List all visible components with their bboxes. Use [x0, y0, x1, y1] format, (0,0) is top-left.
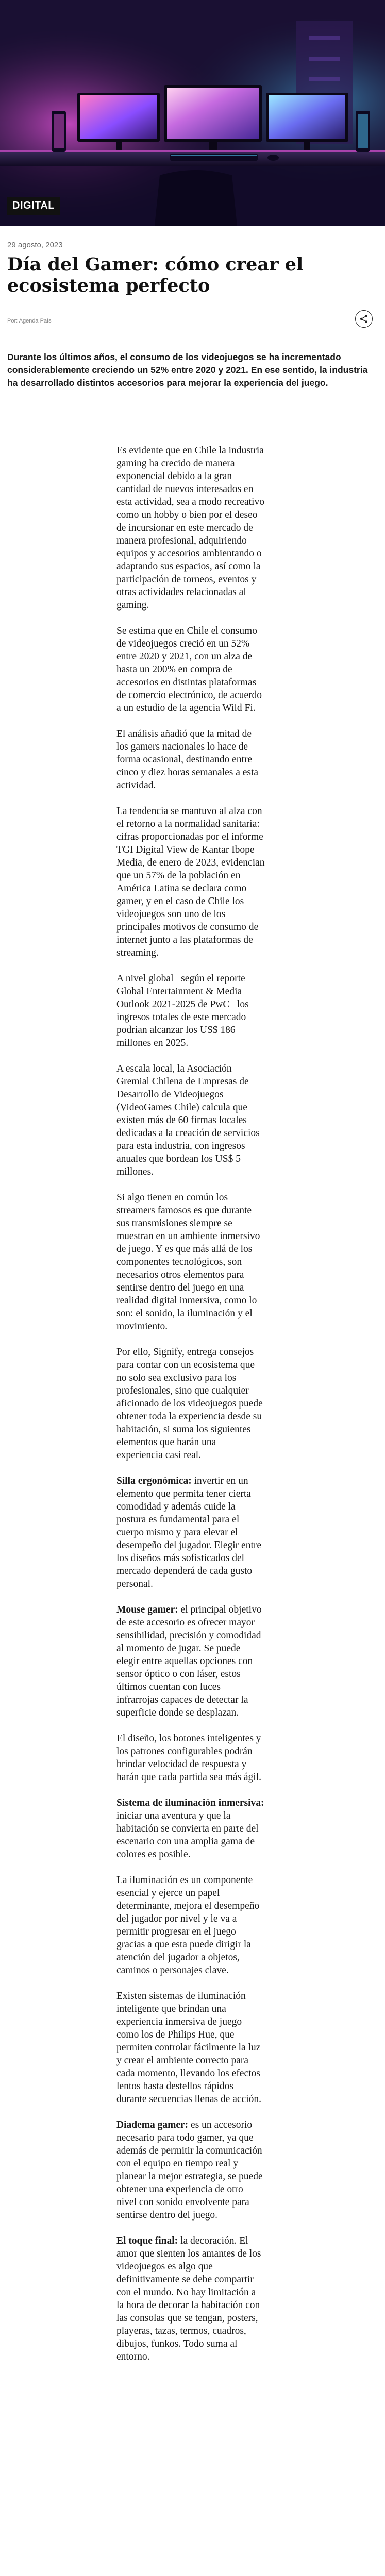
category-tag[interactable]: DIGITAL — [7, 197, 60, 215]
author-byline: Por: Agenda País — [7, 318, 52, 324]
paragraph-6: A escala local, la Asociación Gremial Chilena de Empresas de Desarrollo de Videojuegos (VideoGames Chile) calcula que existen más de 60 firmas locales dedicadas a la creación de servicios para esta industria, con ingresos anuales que bordean los US$ 5 millones. — [116, 1063, 260, 1177]
publish-date: 29 agosto, 2023 — [7, 241, 63, 249]
paragraph-gamer-mouse — [116, 1603, 265, 1719]
paragraph-2: Se estima que en Chile el consumo de videojuegos creció en un 52% entre 2020 y 2021, con un alza de hasta un 200% en compra de accesorios en distintas plataformas de comercio electrónico, de acuerdo a un estudio de la agencia Wild Fi. — [116, 625, 262, 714]
share-button[interactable] — [355, 310, 373, 328]
paragraph-lead-term: Diadema gamer: — [116, 2120, 189, 2130]
paragraph-text: iniciar una aventura y que la habitación se convierta en parte del escenario con una amplia gama de colores es posible. — [116, 1810, 259, 1860]
paragraph-lead-term: Sistema de iluminación inmersiva: — [116, 1798, 264, 1808]
article-title: Día del Gamer: cómo crear el ecosistema perfecto — [7, 254, 304, 296]
paragraph-ergonomic-chair — [116, 1475, 265, 1590]
article-lead: Durante los últimos años, el consumo de los videojuegos se ha incrementado considerablemente creciendo un 52% entre 2020 y 2021. En ese sentido, la industria ha desarrollado distintos accesorios para mejorar la experiencia del juego. — [7, 352, 368, 388]
paragraph-lighting-system — [116, 1797, 265, 1861]
paragraph-11: El diseño, los botones inteligentes y los patrones configurables podrán brindar velocidad de respuesta y harán que cada partida sea más ágil. — [116, 1733, 261, 1783]
paragraph-lead-term: Silla ergonómica: — [116, 1476, 192, 1486]
paragraph-4: La tendencia se mantuvo al alza con el retorno a la normalidad sanitaria: cifras proporcionadas por el informe TGI Digital View de Kantar Ibope Media, de enero de 2023, evidencian que un 57% de la población en América Latina se declara como gamer, y en el caso de Chile los videojuegos son uno de los principales motivos de consumo de internet junto a las plataformas de streaming. — [116, 806, 265, 958]
paragraph-7: Si algo tienen en común los streamers famosos es que durante sus transmisiones siempre se muestran en un ambiente inmersivo de juego. Y es que más allá de los componentes tecnológicos, son necesarios otros elementos para sentirse dentro del juego en una realidad digital inmersiva, como lo son: el sonido, la iluminación y el movimiento. — [116, 1192, 260, 1332]
paragraph-13: La iluminación es un componente esencial y ejerce un papel determinante, mejora el desempeño del jugador por nivel y le va a permitir progresar en el juego gracias a que esta puede dirigir la atención del jugador a objetos, caminos o personajes clave. — [116, 1875, 260, 1976]
article-body — [116, 444, 265, 2376]
paragraph-gamer-headset — [116, 2119, 265, 2222]
paragraph-lead-term: El toque final: — [116, 2235, 178, 2246]
paragraph-text: es un accesorio necesario para todo gamer, ya que además de permitir la comunicación con el equipo en tiempo real y planear la mejor estrategia, se puede obtener una experiencia de otro nivel con sonido envolvente para sentirse dentro del juego. — [116, 2120, 263, 2221]
paragraph-8: Por ello, Signify, entrega consejos para contar con un ecosistema que no solo sea exclusivo para los profesionales, sino que cualquier aficionado de los videojuegos puede obtener toda la experiencia desde su habitación, si suma los siguientes elementos que harán una experiencia casi real. — [116, 1347, 263, 1461]
paragraph-text: la decoración. El amor que sienten los amantes de los videojuegos es algo que definitivamente se debe compartir con el mundo. No hay limitación a la hora de decorar la habitación con las consolas que se tengan, posters, playeras, tazas, termos, cuadros, dibujos, funkos. Todo suma al entorno. — [116, 2235, 261, 2362]
paragraph-lead-term: Mouse gamer: — [116, 1604, 178, 1615]
gaming-setup-illustration — [0, 0, 385, 226]
paragraph-1: Es evidente que en Chile la industria gaming ha crecido de manera exponencial debido a la gran cantidad de nuevos interesados en esta actividad, sea a modo recreativo como un hobby o bien por el deseo de incursionar en este mercado de manera profesional, adquiriendo equipos y accesorios ambientando o adaptando sus espacios, así como la participación de torneos, eventos y otras actividades relacionadas al gaming. — [116, 445, 264, 611]
paragraph-5: A nivel global –según el reporte Global Entertainment & Media Outlook 2021-2025 de PwC– los ingresos totales de este mercado podrían alcanzar los US$ 186 millones en 2025. — [116, 973, 249, 1048]
paragraph-3: El análisis añadió que la mitad de los gamers nacionales lo hace de forma ocasional, destinando entre cinco y diez horas semanales a esta actividad. — [116, 728, 259, 791]
share-icon — [359, 314, 369, 324]
paragraph-final-touch — [116, 2234, 265, 2363]
paragraph-14: Existen sistemas de iluminación inteligente que brindan una experiencia inmersiva de juego como los de Philips Hue, que permiten controlar fácilmente la luz y crear el ambiente correcto para cada momento, llevando los efectos lentos hasta destellos rápidos durante secuencias llenas de acción. — [116, 1991, 261, 2105]
paragraph-text: invertir en un elemento que permita tener cierta comodidad y además cuide la postura es fundamental para el cuerpo mismo y para elevar el desempeño del jugador. Elegir entre los diseños más sofisticados del mercado dependerá de cada gusto personal. — [116, 1476, 262, 1589]
hero-image — [0, 0, 385, 226]
paragraph-text: el principal objetivo de este accesorio es ofrecer mayor sensibilidad, precisión y comodidad al momento de jugar. Se puede elegir entre aquellas opciones con sensor óptico o con láser, estos últimos cuentan con luces infrarrojas capaces de detectar la superficie donde se desplazan. — [116, 1604, 262, 1718]
